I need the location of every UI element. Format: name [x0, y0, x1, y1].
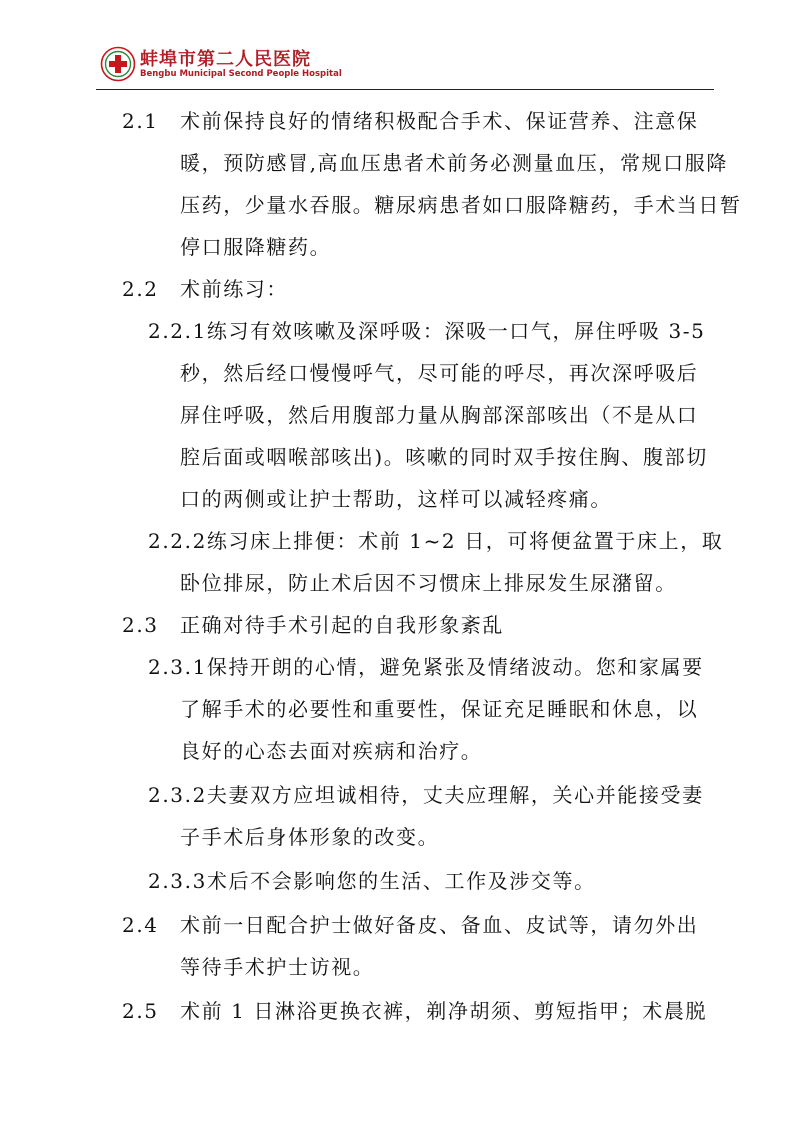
- section-2-3-1-line-3: 良好的心态去面对疾病和治疗。: [180, 739, 483, 763]
- section-2-3-2-line-1: 2.3.2夫妻双方应坦诚相待，丈夫应理解，关心并能接受妻: [148, 783, 704, 807]
- section-number: 2.1: [122, 109, 159, 133]
- section-2-2-1-line-4: 腔后面或咽喉部咳出)。咳嗽的同时双手按住胸、腹部切: [180, 445, 708, 469]
- section-2-2-1-line-5: 口的两侧或让护士帮助，这样可以减轻疼痛。: [180, 487, 612, 511]
- section-2-3-heading: 2.3 正确对待手术引起的自我形象紊乱: [122, 606, 504, 644]
- section-2-3-1-line-1: 2.3.1保持开朗的心情，避免紧张及情绪波动。您和家属要: [148, 655, 704, 679]
- section-2-2-heading: 2.2 术前练习：: [122, 270, 288, 308]
- section-2-2-2-line-2: 卧位排尿，防止术后因不习惯床上排尿发生尿潴留。: [180, 571, 677, 595]
- section-2-1-line-1: 2.1 术前保持良好的情绪积极配合手术、保证营养、注意保: [122, 102, 698, 140]
- section-2-3-2-line-2: 子手术后身体形象的改变。: [180, 825, 440, 849]
- section-2-4-line-1: 2.4 术前一日配合护士做好备皮、备血、皮试等，请勿外出: [122, 906, 698, 944]
- section-2-2-2-line-1: 2.2.2练习床上排便：术前 1~2 日，可将便盆置于床上，取: [148, 529, 724, 553]
- section-number: 2.5: [122, 999, 159, 1023]
- section-number: 2.2: [122, 277, 159, 301]
- section-2-1-line-3: 压药，少量水吞服。糖尿病患者如口服降糖药，手术当日暂: [180, 193, 742, 217]
- section-2-1-line-4: 停口服降糖药。: [180, 235, 332, 259]
- document-header: [96, 42, 711, 88]
- section-2-4-line-2: 等待手术护士访视。: [180, 955, 375, 979]
- hospital-name-cn: 蚌埠市第二人民医院: [140, 49, 311, 70]
- red-cross-logo-icon: [100, 46, 136, 82]
- section-2-3-1-line-2: 了解手术的必要性和重要性，保证充足睡眠和休息，以: [180, 697, 699, 721]
- section-2-2-1-line-2: 秒，然后经口慢慢呼气，尽可能的呼尽，再次深呼吸后: [180, 361, 699, 385]
- section-2-1-line-2: 暖，预防感冒,高血压患者术前务必测量血压，常规口服降: [180, 151, 728, 175]
- hospital-name-en: Bengbu Municipal Second People Hospital: [140, 69, 342, 79]
- section-number: 2.3: [122, 613, 159, 637]
- section-2-3-3-line-1: 2.3.3术后不会影响您的生活、工作及涉交等。: [148, 869, 596, 893]
- section-2-2-1-line-1: 2.2.1练习有效咳嗽及深呼吸：深吸一口气，屏住呼吸 3-5: [148, 319, 706, 343]
- section-number: 2.4: [122, 913, 159, 937]
- section-2-5-line-1: 2.5 术前 1 日淋浴更换衣裤，剃净胡须、剪短指甲；术晨脱: [122, 992, 707, 1030]
- section-2-2-1-line-3: 屏住呼吸，然后用腹部力量从胸部深部咳出（不是从口: [180, 403, 699, 427]
- header-rule: [96, 89, 714, 90]
